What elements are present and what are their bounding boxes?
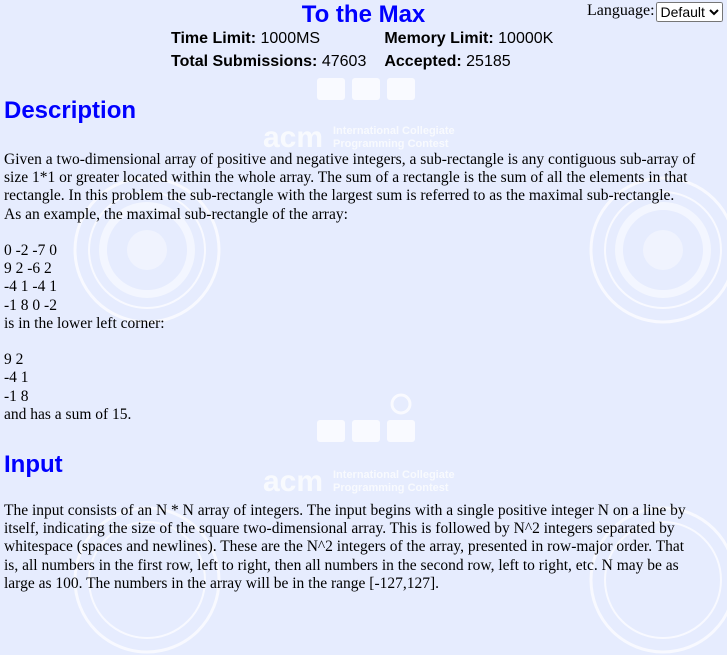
- sum-text: and has a sum of 15.: [4, 405, 132, 423]
- array-line: 0 -2 -7 0: [4, 242, 57, 259]
- problem-title: To the Max: [301, 1, 426, 28]
- problem-stats: [171, 30, 571, 76]
- input-line: whitespace (spaces and newlines). These are the N^2 integers of the array, presented in row-major order. That: [4, 538, 685, 556]
- description-line: Given a two-dimensional array of positive and negative integers, a sub-rectangle is any contiguous sub-array of: [4, 151, 696, 168]
- language-selector: [587, 2, 723, 22]
- time-limit: Time Limit: 1000MS: [171, 30, 321, 47]
- input-line: is, all numbers in the first row, left to right, then all numbers in the second row, left to right, etc. N may be as: [4, 556, 679, 574]
- subarray-line: -4 1: [4, 369, 29, 387]
- acm-watermark-bottom: acm: [263, 465, 324, 498]
- input-line: The input consists of an N * N array of integers. The input begins with a single positive integer N on a line by: [4, 502, 686, 519]
- description-line: As an example, the maximal sub-rectangle of the array:: [4, 205, 348, 223]
- acm-watermark-top: acm: [263, 121, 324, 154]
- accepted-count: Accepted: 25185: [384, 53, 511, 70]
- total-submissions: Total Submissions: 47603: [171, 53, 367, 70]
- subarray-line: -1 8: [4, 387, 29, 405]
- description-line: size 1*1 or greater located within the whole array. The sum of a rectangle is the sum of all the elements in that: [4, 169, 688, 187]
- acm-watermark-top-line1: International Collegiate: [333, 125, 455, 137]
- subarray-line: 9 2: [4, 351, 24, 369]
- acm-watermark-bottom-line1: International Collegiate: [333, 469, 455, 481]
- array-line: -4 1 -4 1: [4, 278, 57, 296]
- memory-limit: Memory Limit: 10000K: [384, 30, 554, 47]
- corner-text: is in the lower left corner:: [4, 314, 165, 332]
- language-select[interactable]: [656, 2, 723, 22]
- description-heading: Description: [4, 97, 137, 124]
- description-line: rectangle. In this problem the sub-rectangle with the largest sum is referred to as the maximal sub-rectangle.: [4, 187, 675, 205]
- input-line: itself, indicating the size of the square two-dimensional array. This is followed by N^2 integers separated by: [4, 520, 675, 538]
- language-label: Language:: [587, 2, 655, 19]
- array-line: 9 2 -6 2: [4, 260, 52, 278]
- acm-watermark-bottom-line2: Programming Contest: [333, 482, 449, 494]
- input-text: [4, 502, 724, 593]
- description-text: [4, 151, 724, 424]
- acm-watermark-top-line2: Programming Contest: [333, 138, 449, 150]
- input-heading: Input: [4, 451, 63, 478]
- input-line: large as 100. The numbers in the array will be in the range [-127,127].: [4, 574, 440, 592]
- acm-icons-watermark-top: [315, 76, 420, 104]
- array-line: -1 8 0 -2: [4, 296, 57, 314]
